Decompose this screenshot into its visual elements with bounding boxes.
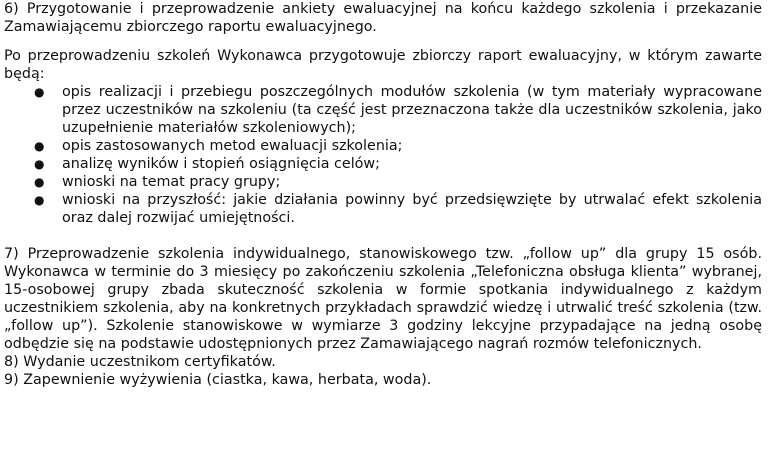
list-item: ● wnioski na przyszłość: jakie działania powinny być przedsięwzięte by utrwalać efekt szkolenia oraz dalej rozwijać umiejętności. [34,192,762,226]
bullet-icon: ● [34,175,45,189]
list-item: ● opis zastosowanych metod ewaluacji szkolenia; [34,138,403,154]
list-item: ● analizę wyników i stopień osiągnięcia celów; [34,156,380,172]
bullet-icon: ● [34,139,45,153]
section-8-paragraph: 8) Wydanie uczestnikom certyfikatów. [4,354,276,370]
section-9-paragraph: 9) Zapewnienie wyżywienia (ciastka, kawa, herbata, woda). [4,372,432,388]
bullet-icon: ● [34,157,45,171]
list-item: ● opis realizacji i przebiegu poszczególnych modułów szkolenia (w tym materiały wypracowane przez uczestników na szkoleniu (ta część jest przeznaczona także dla uczestników szkolenia, jako uzupełnienie materiałów szkoleniowych); [34,84,762,136]
report-intro-paragraph: Po przeprowadzeniu szkoleń Wykonawca przygotowuje zbiorczy raport ewaluacyjny, w którym zawarte będą: [4,48,762,82]
section-6-paragraph: 6) Przygotowanie i przeprowadzenie ankiety ewaluacyjnej na końcu każdego szkolenia i przekazanie Zamawiającemu zbiorczego raportu ewaluacyjnego. [4,1,762,35]
bullet-icon: ● [34,85,45,99]
report-contents-list [4,83,762,227]
bullet-icon: ● [34,193,45,207]
section-7-paragraph: 7) Przeprowadzenie szkolenia indywidualnego, stanowiskowego tzw. „follow up” dla grupy 15 osób. Wykonawca w terminie do 3 miesięcy po zakończeniu szkolenia „Telefoniczna obsługa klienta” wybranej, 15-osobowej grupy zbada skuteczność szkolenia w formie spotkania indywidualnego z każdym uczestnikiem szkolenia, aby na konkretnych przykładach sprawdzić wiedzę i utrwalić treść szkolenia (tzw. „follow up”). Szkolenie stanowiskowe w wymiarze 3 godziny lekcyjne przypadające na jedną osobę odbędzie się na podstawie udostępnionych przez Zamawiającego nagrań rozmów telefonicznych. [4,246,762,352]
list-item: ● wnioski na temat pracy grupy; [34,174,281,190]
